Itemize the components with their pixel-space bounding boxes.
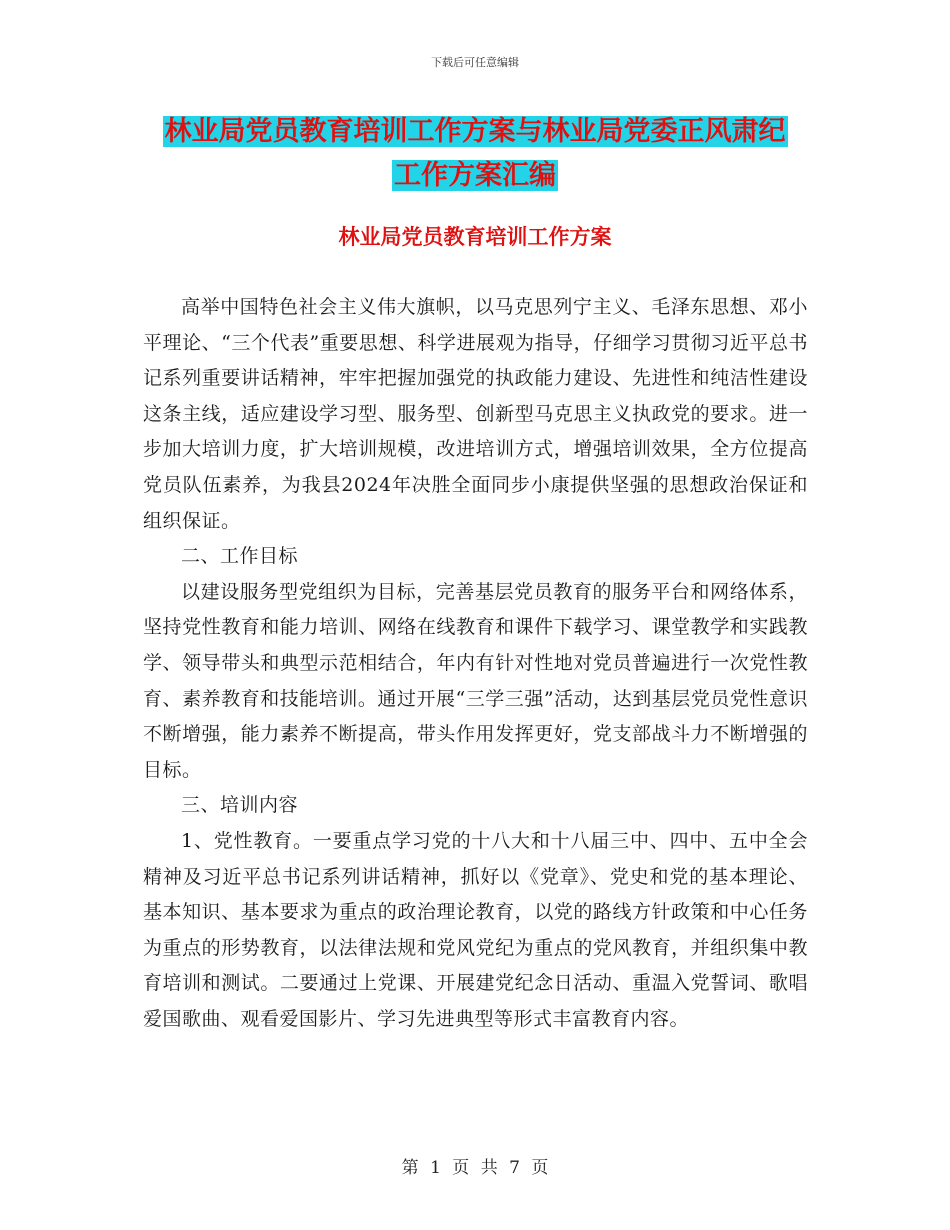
page-footer: 第 1 页 共 7 页 [401, 1158, 549, 1178]
heading-training-content: 三、培训内容 [181, 794, 299, 817]
header-note: 下载后可任意编辑 [431, 56, 519, 69]
document-title [140, 110, 810, 198]
paragraph-party-education: 1、党性教育。一要重点学习党的十八大和十八届三中、四中、五中全会精神及习近平总书记系列讲话精神，抓好以《党章》、党史和党的基本理论、基本知识、基本要求为重点的政治理论教育，以党的路线方针政策和中心任务为重点的形势教育，以法律法规和党风党纪为重点的党风教育，并组织集中教育培训和测试。二要通过上党课、开展建党纪念日活动、重温入党誓词、歌唱爱国歌曲、观看爱国影片、学习先进典型等形式丰富教育内容。 [143, 829, 808, 1030]
heading-work-goals: 二、工作目标 [181, 545, 299, 568]
document-body [143, 290, 808, 1037]
title-line-2: 工作方案汇编 [394, 160, 556, 191]
paragraph-goals: 以建设服务型党组织为目标，完善基层党员教育的服务平台和网络体系，坚持党性教育和能力培训、网络在线教育和课件下载学习、课堂教学和实践教学、领导带头和典型示范相结合，年内有针对性地对党员普遍进行一次党性教育、素养教育和技能培训。通过开展“三学三强”活动，达到基层党员党性意识不断增强，能力素养不断提高，带头作用发挥更好，党支部战斗力不断增强的目标。 [143, 580, 808, 781]
title-line-1: 林业局党员教育培训工作方案与林业局党委正风肃纪 [164, 116, 786, 147]
section-title: 林业局党员教育培训工作方案 [338, 225, 612, 249]
paragraph-intro: 高举中国特色社会主义伟大旗帜，以马克思列宁主义、毛泽东思想、邓小平理论、“三个代表”重要思想、科学进展观为指导，仔细学习贯彻习近平总书记系列重要讲话精神，牢牢把握加强党的执政能力建设、先进性和纯洁性建设这条主线，适应建设学习型、服务型、创新型马克思主义执政党的要求。进一步加大培训力度，扩大培训规模，改进培训方式，增强培训效果，全方位提高党员队伍素养，为我县2024年决胜全面同步小康提供坚强的思想政治保证和组织保证。 [143, 296, 808, 532]
